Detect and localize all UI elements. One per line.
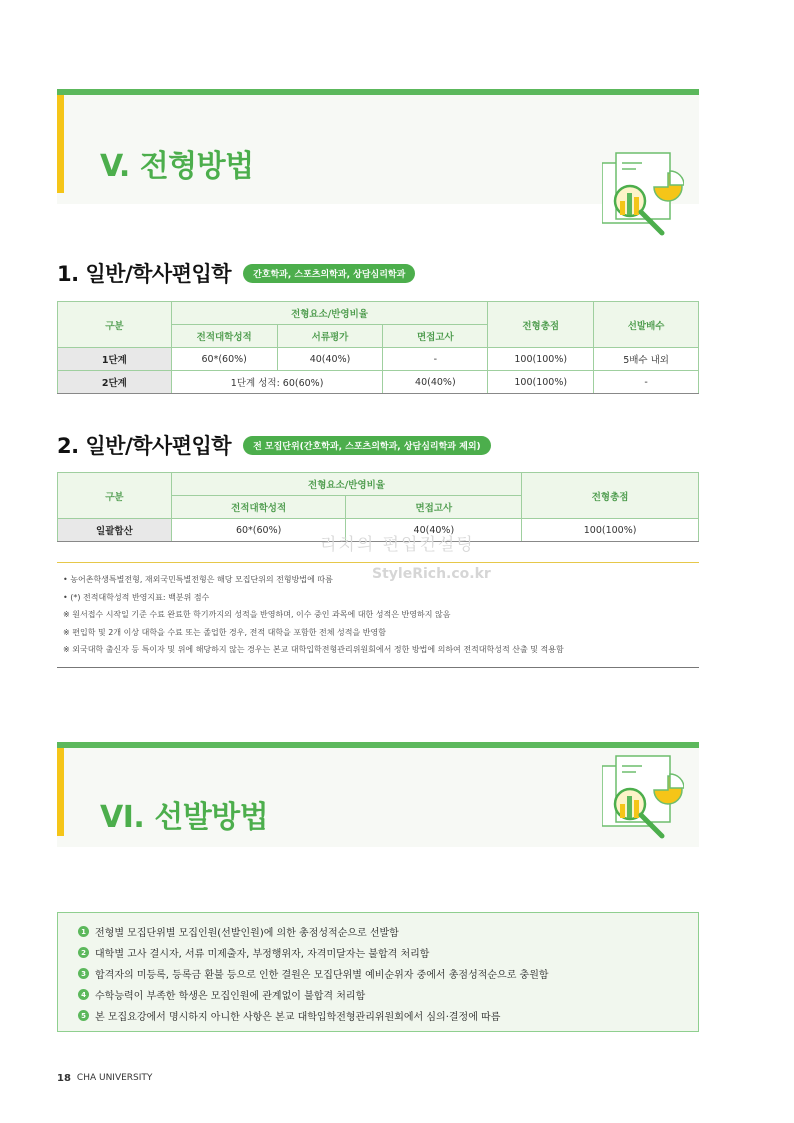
- selection-method-box: [57, 912, 699, 1032]
- banner-top-bar: [57, 742, 699, 748]
- note-line: ※ 편입학 및 2개 이상 대학을 수료 또는 졸업한 경우, 전적 대학을 포함한 전체 성적을 반영함: [63, 627, 386, 637]
- header-interview: 면접고사: [346, 496, 522, 519]
- section-title: V. 전형방법: [100, 149, 254, 184]
- header-interview: 면접고사: [383, 325, 488, 348]
- cell-multiple: -: [594, 371, 699, 394]
- header-document-review: 서류평가: [277, 325, 383, 348]
- department-badge: 전 모집단위(간호학과, 스포츠의학과, 상담심리학과 제외): [243, 436, 491, 455]
- list-item-text: 전형별 모집단위별 모집인원(선발인원)에 의한 총점성적순으로 선발함: [95, 928, 399, 939]
- list-item: [78, 942, 678, 963]
- page-footer: [57, 1073, 152, 1084]
- number-badge: 4: [78, 989, 89, 1000]
- watermark-url: StyleRich.co.kr: [372, 566, 491, 582]
- subsection-heading-1: [57, 258, 415, 288]
- table-row: [58, 371, 699, 394]
- header-division: 구분: [58, 302, 172, 348]
- screening-table-1: [57, 301, 699, 394]
- watermark-text: 리치의 편입컨설팅: [320, 535, 475, 555]
- banner-accent-bar: [57, 748, 64, 836]
- row-label: 2단계: [58, 371, 172, 394]
- list-item: [78, 963, 678, 984]
- list-item: [78, 984, 678, 1005]
- list-item: [78, 921, 678, 942]
- header-total: 전형총점: [522, 473, 699, 519]
- subsection-heading-2: [57, 430, 491, 460]
- row-label: 1단계: [58, 348, 172, 371]
- list-item-text: 합격자의 미등록, 등록금 환불 등으로 인한 결원은 모집단위별 예비순위자 중에서 총점성적순으로 충원함: [95, 970, 549, 981]
- subsection-title: 1. 일반/학사편입학: [57, 262, 232, 286]
- table-row: [58, 348, 699, 371]
- banner-accent-bar: [57, 95, 64, 193]
- cell-multiple: 5배수 내외: [594, 348, 699, 371]
- page-number: 18: [57, 1073, 71, 1084]
- header-elements: 전형요소/반영비율: [171, 302, 488, 325]
- header-multiple: 선발배수: [594, 302, 699, 348]
- header-prior-grades: 전적대학성적: [171, 496, 346, 519]
- note-line: ※ 원서접수 시작일 기준 수료 완료한 학기까지의 성적을 반영하며, 이수 중인 과목에 대한 성적은 반영하지 않음: [63, 610, 451, 619]
- banner-top-bar: [57, 89, 699, 95]
- cell-interview: 40(40%): [346, 519, 522, 542]
- note-line: ※ 외국대학 출신자 등 특이자 및 위에 해당하지 않는 경우는 본교 대학입학전형관리위원회에서 정한 방법에 의하여 전적대학성적 산출 및 적용함: [63, 645, 564, 654]
- list-item-text: 대학별 고사 결시자, 서류 미제출자, 부정행위자, 자격미달자는 불합격 처리함: [95, 949, 430, 960]
- subsection-title: 2. 일반/학사편입학: [57, 434, 232, 458]
- department-badge: 간호학과, 스포츠의학과, 상담심리학과: [243, 264, 415, 283]
- note-line: • (*) 전적대학성적 반영지표: 백분위 점수: [63, 592, 210, 602]
- section-title: VI. 선발방법: [100, 800, 269, 835]
- header-prior-grades: 전적대학성적: [171, 325, 277, 348]
- list-item: [78, 1005, 678, 1026]
- list-item-text: 본 모집요강에서 명시하지 아니한 사항은 본교 대학입학전형관리위원회에서 심의·결정에 따름: [95, 1012, 501, 1023]
- cell-total: 100(100%): [488, 348, 594, 371]
- note-line: • 농어촌학생특별전형, 재외국민특별전형은 해당 모집단위의 전형방법에 따름: [63, 575, 333, 584]
- number-badge: 3: [78, 968, 89, 979]
- row-label: 일괄합산: [58, 519, 172, 542]
- number-badge: 2: [78, 947, 89, 958]
- report-chart-magnifier-icon: [602, 149, 684, 241]
- cell-prior-grades: 60*(60%): [171, 348, 277, 371]
- cell-interview: 40(40%): [383, 371, 488, 394]
- header-total: 전형총점: [488, 302, 594, 348]
- header-elements: 전형요소/반영비율: [171, 473, 521, 496]
- cell-interview: -: [383, 348, 488, 371]
- notes-box: [57, 562, 699, 668]
- report-chart-magnifier-icon: [602, 752, 684, 844]
- cell-prior-grades: 60*(60%): [171, 519, 346, 542]
- number-badge: 5: [78, 1010, 89, 1021]
- cell-total: 100(100%): [522, 519, 699, 542]
- list-item-text: 수학능력이 부족한 학생은 모집인원에 관계없이 불합격 처리함: [95, 991, 366, 1002]
- cell-document-review: 40(40%): [277, 348, 383, 371]
- number-badge: 1: [78, 926, 89, 937]
- footer-university-name: CHA UNIVERSITY: [76, 1073, 153, 1083]
- header-division: 구분: [58, 473, 172, 519]
- cell-total: 100(100%): [488, 371, 594, 394]
- section-banner-vi: [57, 742, 699, 847]
- section-banner-v: [57, 89, 699, 204]
- cell-stage1-score: 1단계 성적: 60(60%): [171, 371, 383, 394]
